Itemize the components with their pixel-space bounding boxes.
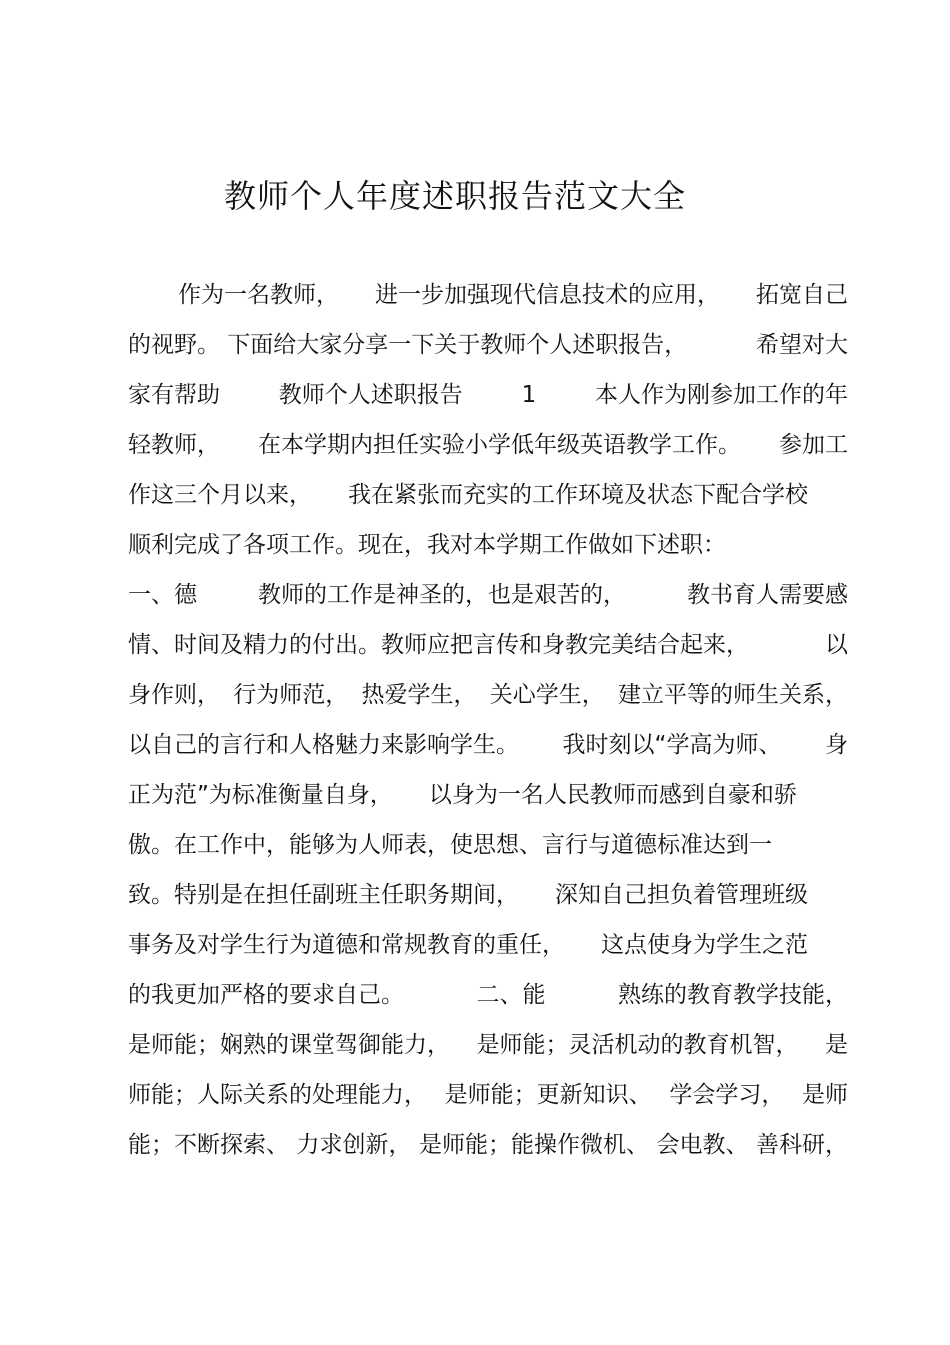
text-segment: 教师的工作是神圣的，也是艰苦的， [258,582,626,608]
text-segment: 是师 [801,1082,848,1108]
text-segment: 关心学生， [489,682,605,708]
text-segment: 事务及对学生行为道德和常规教育的重任， [128,932,565,958]
text-segment: 在本学期内担任实验小学低年级英语教学工作。 [258,432,741,458]
text-segment: 这点使身为学生之范 [601,932,808,958]
text-segment: 善科研， [756,1132,848,1158]
text-segment: 身作则， [128,682,220,708]
text-line [128,470,848,520]
text-segment: 教师个人述职报告 [278,382,463,408]
text-segment: 会电教、 [656,1132,749,1158]
text-segment: 是师能；能操作微机、 [419,1132,649,1158]
text-line [128,1120,848,1170]
document-body [128,270,848,1170]
text-line [128,720,848,770]
text-segment: 深知自己担负着管理班级 [555,882,808,908]
text-segment: 参加工 [779,432,848,458]
text-segment: 师能；人际关系的处理能力， [128,1082,427,1108]
text-segment: 教书育人需要感 [687,582,848,608]
text-segment: 熟练的教育教学技能， [618,982,848,1008]
text-segment: 作这三个月以来， [128,482,312,508]
text-segment: 是师能；娴熟的课堂驾御能力， [128,1032,450,1058]
text-line [128,270,848,320]
text-segment: 傲。在工作中，能够为人师表，使思想、言行与道德标准达到一 [128,832,772,858]
text-line [128,520,848,570]
text-segment: 拓宽自己 [756,282,848,308]
text-segment: 1 [521,382,537,408]
text-segment: 学会学习， [669,1082,785,1108]
text-segment: 的我更加严格的要求自己。 [128,982,404,1008]
text-line [128,820,848,870]
text-segment: 希望对大 [756,332,848,358]
text-segment: 进一步加强现代信息技术的应用， [375,282,720,308]
text-segment: 身 [824,732,848,758]
text-segment: 轻教师， [128,432,220,458]
text-segment: 热爱学生， [361,682,477,708]
text-segment: 是 [825,1032,848,1058]
text-segment: 本人作为刚参加工作的年 [594,382,848,408]
text-line [128,920,848,970]
text-line [128,370,848,420]
text-segment: 作为一名教师， [178,282,339,308]
text-segment: 力求创新， [296,1132,412,1158]
text-segment: 行为师范， [233,682,349,708]
text-segment: 能；不断探索、 [128,1132,289,1158]
text-segment: 家有帮助 [128,382,220,408]
text-segment: 顺利完成了各项工作。现在，我对本学期工作做如下述职： [128,532,726,558]
text-segment: 一、德 [128,582,197,608]
text-segment: 我时刻以“学高为师、 [562,732,782,758]
text-segment: 是师能；更新知识、 [444,1082,652,1108]
text-segment: 的视野。 下面给大家分享一下关于教师个人述职报告， [128,332,688,358]
text-line [128,970,848,1020]
text-segment: 致。特别是在担任副班主任职务期间， [128,882,519,908]
text-line [128,320,848,370]
text-line [128,870,848,920]
text-segment: 是师能；灵活机动的教育机智， [476,1032,799,1058]
text-line [128,420,848,470]
text-segment: 以 [825,632,848,658]
text-segment: 以自己的言行和人格魅力来影响学生。 [128,732,519,758]
document-title: 教师个人年度述职报告范文大全 [223,177,686,215]
text-line [128,770,848,820]
text-segment: 建立平等的师生关系， [618,682,848,708]
text-line [128,620,848,670]
text-segment: 情、时间及精力的付出。教师应把言传和身教完美结合起来， [128,632,749,658]
text-line [128,670,848,720]
text-segment: 我在紧张而充实的工作环境及状态下配合学校 [348,482,808,508]
text-segment: 二、能 [476,982,546,1008]
text-line [128,1020,848,1070]
text-segment: 以身为一名人民教师而感到自豪和骄 [428,782,797,808]
text-line [128,1070,848,1120]
text-segment: 正为范”为标准衡量自身， [128,782,393,808]
text-line [128,570,848,620]
